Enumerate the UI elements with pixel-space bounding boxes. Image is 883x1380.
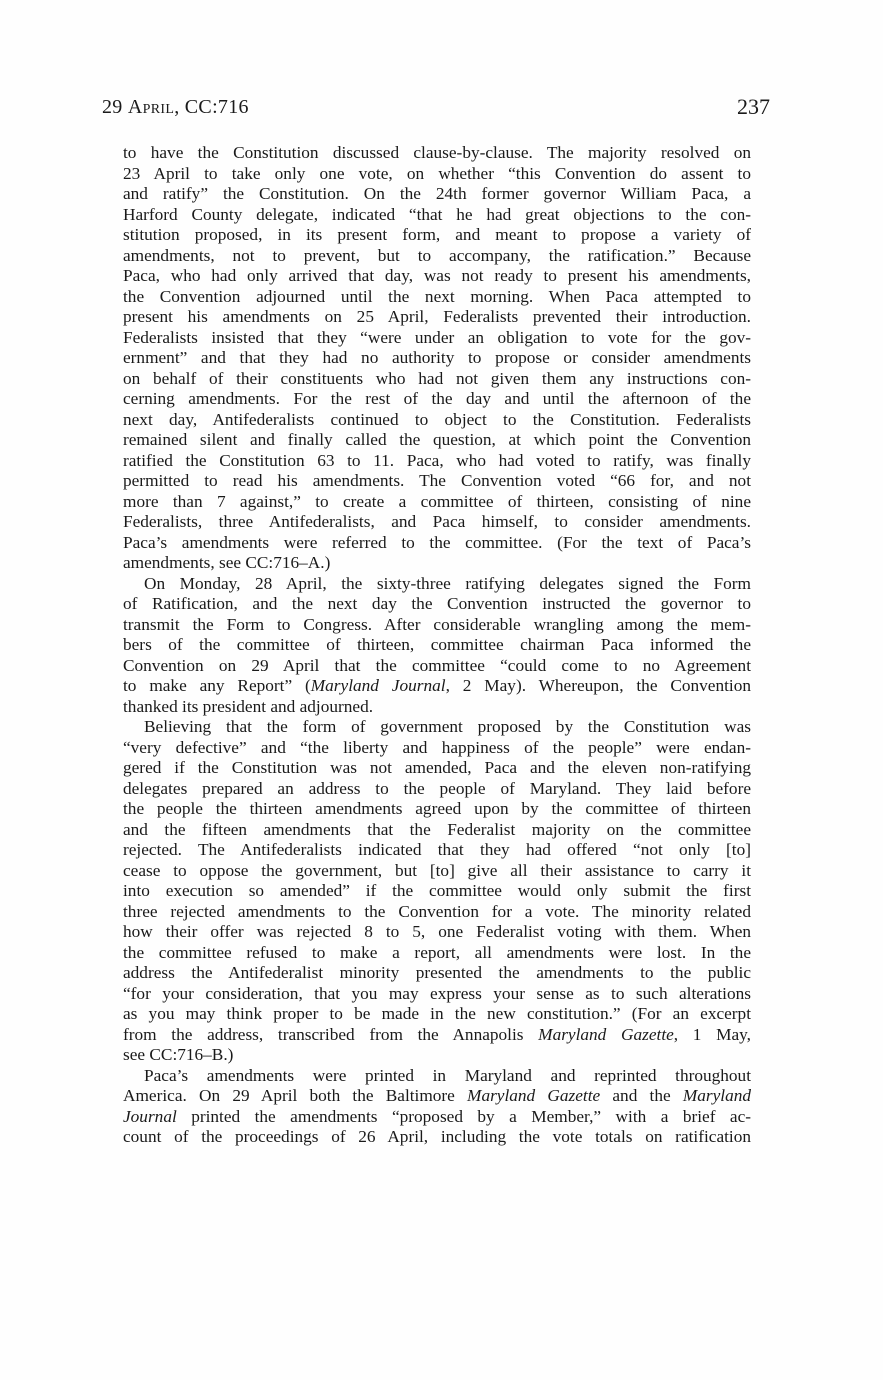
text-line: Paca, who had only arrived that day, was not ready to present his amendments,: [123, 266, 751, 285]
text-line: Federalists insisted that they “were under an obligation to vote for the gov-: [123, 327, 751, 347]
text-line: Convention on 29 April that the committee “could come to no Agreement: [123, 655, 751, 675]
text-line: cerning amendments. For the rest of the day and until the afternoon of the: [123, 389, 751, 408]
text-line: address the Antifederalist minority presented the amendments to the public: [123, 963, 751, 982]
text-line: the people the thirteen amendments agreed upon by the committee of thirteen: [123, 799, 751, 818]
text-line: see CC:716–B.): [123, 1045, 234, 1064]
document-reference: , CC:716: [174, 96, 249, 118]
text-line: [123, 1025, 751, 1046]
text-line: 23 April to take only one vote, on whether “this Convention do assent to: [123, 163, 751, 183]
text-line: into execution so amended” if the committee would only submit the first: [123, 881, 751, 900]
text-segment: America. On 29 April both the Baltimore: [123, 1086, 468, 1105]
text-line: more than 7 against,” to create a committee of thirteen, consisting of nine: [123, 491, 751, 511]
italic-title: Maryland Gazette: [538, 1024, 674, 1044]
italic-title: Maryland Journal: [310, 676, 446, 695]
text-line: stitution proposed, in its present form, and meant to propose a variety of: [123, 225, 751, 244]
text-line: how their offer was rejected 8 to 5, one Federalist voting with them. When: [123, 922, 751, 941]
text-line: Believing that the form of government proposed by the Constitution was: [144, 717, 751, 736]
text-line: transmit the Form to Congress. After considerable wrangling among the mem-: [123, 614, 751, 634]
running-head: [102, 92, 770, 122]
text-segment: , 1 May,: [673, 1024, 751, 1044]
text-line: permitted to read his amendments. The Convention voted “66 for, and not: [123, 471, 751, 490]
text-line: “for your consideration, that you may express your sense as to such alterations: [123, 983, 751, 1003]
text-line: count of the proceedings of 26 April, including the vote totals on ratification: [123, 1127, 751, 1146]
italic-title: Maryland: [682, 1086, 751, 1105]
page-number: 237: [737, 94, 770, 119]
text-line: On Monday, 28 April, the sixty-three ratifying delegates signed the Form: [144, 573, 751, 593]
text-line: [123, 1107, 751, 1128]
text-segment: to make any Report” (: [123, 676, 311, 695]
text-line: amendments, not to prevent, but to accompany, the ratification.” Because: [123, 245, 751, 265]
text-line: on behalf of their constituents who had not given them any instructions con-: [123, 368, 751, 388]
text-segment: from the address, transcribed from the Annapolis: [123, 1024, 539, 1044]
text-line: cease to oppose the government, but [to] give all their assistance to carry it: [123, 860, 751, 880]
section-reference: [102, 92, 249, 122]
text-line: remained silent and finally called the question, at which point the Convention: [123, 430, 751, 449]
text-line: as you may think proper to be made in the new constitution.” (For an excerpt: [123, 1004, 751, 1023]
text-line: next day, Antifederalists continued to object to the Constitution. Federalists: [123, 409, 751, 429]
text-segment: printed the amendments “proposed by a Member,” with a brief ac-: [176, 1106, 751, 1126]
text-line: bers of the committee of thirteen, committee chairman Paca informed the: [123, 635, 751, 654]
date-prefix: 29: [102, 96, 128, 118]
text-line: rejected. The Antifederalists indicated that they had offered “not only [to]: [123, 840, 751, 859]
text-line: [123, 1086, 751, 1107]
text-line: the Convention adjourned until the next morning. When Paca attempted to: [123, 286, 751, 306]
text-line: Federalists, three Antifederalists, and Paca himself, to consider amendments.: [123, 512, 751, 531]
text-segment: and the: [600, 1086, 683, 1105]
text-line: thanked its president and adjourned.: [123, 696, 374, 716]
text-line: gered if the Constitution was not amended, Paca and the eleven non-ratifying: [123, 758, 751, 777]
italic-title: Maryland Gazette: [467, 1086, 601, 1105]
text-line: ernment” and that they had no authority to propose or consider amendments: [123, 348, 751, 367]
month-label: April: [127, 96, 175, 118]
text-line: of Ratification, and the next day the Convention instructed the governor to: [123, 594, 751, 613]
text-line: and ratify” the Constitution. On the 24th former governor William Paca, a: [123, 184, 751, 203]
text-line: and the fifteen amendments that the Federalist majority on the committee: [123, 819, 751, 839]
text-line: ratified the Constitution 63 to 11. Paca, who had voted to ratify, was finally: [123, 450, 751, 470]
text-line: amendments, see CC:716–A.): [123, 553, 331, 572]
text-line: “very defective” and “the liberty and happiness of the people” were endan-: [123, 737, 751, 757]
text-line: the committee refused to make a report, all amendments were lost. In the: [123, 942, 751, 962]
text-line: present his amendments on 25 April, Federalists prevented their introduction.: [123, 307, 751, 326]
text-segment: , 2 May). Whereupon, the Convention: [445, 676, 751, 695]
text-line: [123, 676, 751, 697]
text-line: three rejected amendments to the Convention for a vote. The minority related: [123, 901, 751, 921]
body-text: [123, 143, 751, 1148]
text-line: Harford County delegate, indicated “that he had great objections to the con-: [123, 204, 751, 224]
text-line: delegates prepared an address to the people of Maryland. They laid before: [123, 778, 751, 798]
text-line: Paca’s amendments were printed in Maryland and reprinted throughout: [144, 1065, 751, 1085]
text-line: Paca’s amendments were referred to the committee. (For the text of Paca’s: [123, 532, 751, 552]
italic-title: Journal: [123, 1106, 177, 1126]
text-line: to have the Constitution discussed clause-by-clause. The majority resolved on: [123, 143, 751, 162]
